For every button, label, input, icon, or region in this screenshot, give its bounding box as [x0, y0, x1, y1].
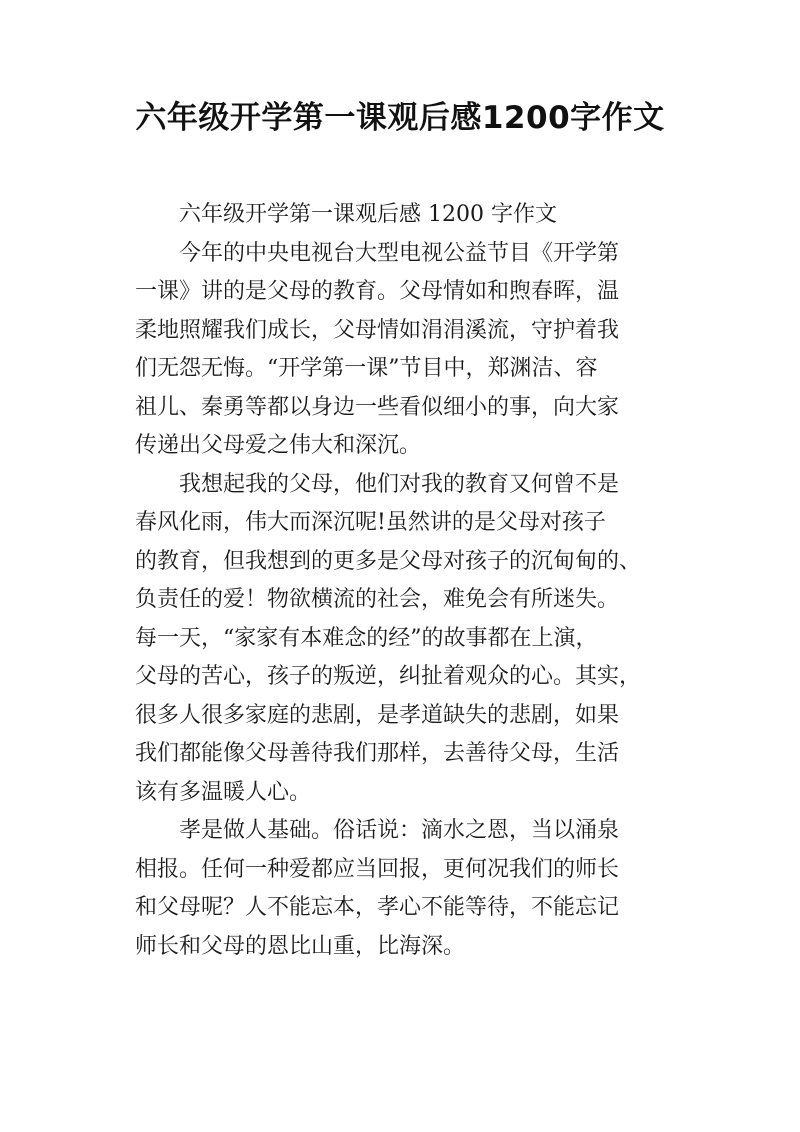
text-line: 我想起我的父母，他们对我的教育又何曾不是: [179, 471, 620, 497]
text-line: 该有多温暖人心。: [135, 779, 312, 805]
text-line: 传递出父母爱之伟大和深沉。: [135, 433, 422, 458]
text-line: 一课》讲的是父母的教育。父母情如和煦春晖，温: [135, 279, 620, 304]
text-line: 柔地照耀我们成长，父母情如涓涓溪流，守护着我: [135, 317, 620, 343]
text-line: 的教育，但我想到的更多是父母对孩子的沉甸甸的、: [135, 548, 642, 574]
document-title: 六年级开学第一课观后感1200字作文: [135, 100, 665, 136]
text-line: 们无怨无悔。“开学第一课”节目中，郑渊洁、容: [135, 356, 598, 381]
text-line: 父母的苦心，孩子的叛逆，纠扯着观众的心。其实，: [135, 664, 642, 689]
text-line: 祖儿、秦勇等都以身边一些看似细小的事，向大家: [135, 394, 620, 420]
text-line: 我们都能像父母善待我们那样，去善待父母，生活: [135, 741, 620, 766]
paragraph-subtitle: [135, 196, 675, 235]
text-line: 和父母呢？人不能忘本，孝心不能等待，不能忘记: [135, 895, 620, 920]
text-line: 负责任的爱！物欲横流的社会，难免会有所迷失。: [135, 587, 620, 612]
text-line: 相报。任何一种爱都应当回报，更何况我们的师长: [135, 856, 620, 882]
paragraph-reflection: [135, 466, 675, 813]
text-line: 师长和父母的恩比山重，比海深。: [135, 933, 466, 959]
text-line: 很多人很多家庭的悲剧，是孝道缺失的悲剧，如果: [135, 702, 620, 728]
paragraph-filial-piety: [135, 812, 675, 966]
text-line: 孝是做人基础。俗话说：滴水之恩，当以涌泉: [179, 818, 620, 843]
text-line: 今年的中央电视台大型电视公益节目《开学第: [179, 240, 620, 266]
paragraph-intro: [135, 235, 675, 466]
text-line: 六年级开学第一课观后感 1200 字作文: [179, 202, 557, 227]
text-line: 每一天，“家家有本难念的经”的故事都在上演，: [135, 625, 598, 651]
text-line: 春风化雨，伟大而深沉呢!虽然讲的是父母对孩子: [135, 510, 606, 535]
document-body: [135, 196, 675, 966]
